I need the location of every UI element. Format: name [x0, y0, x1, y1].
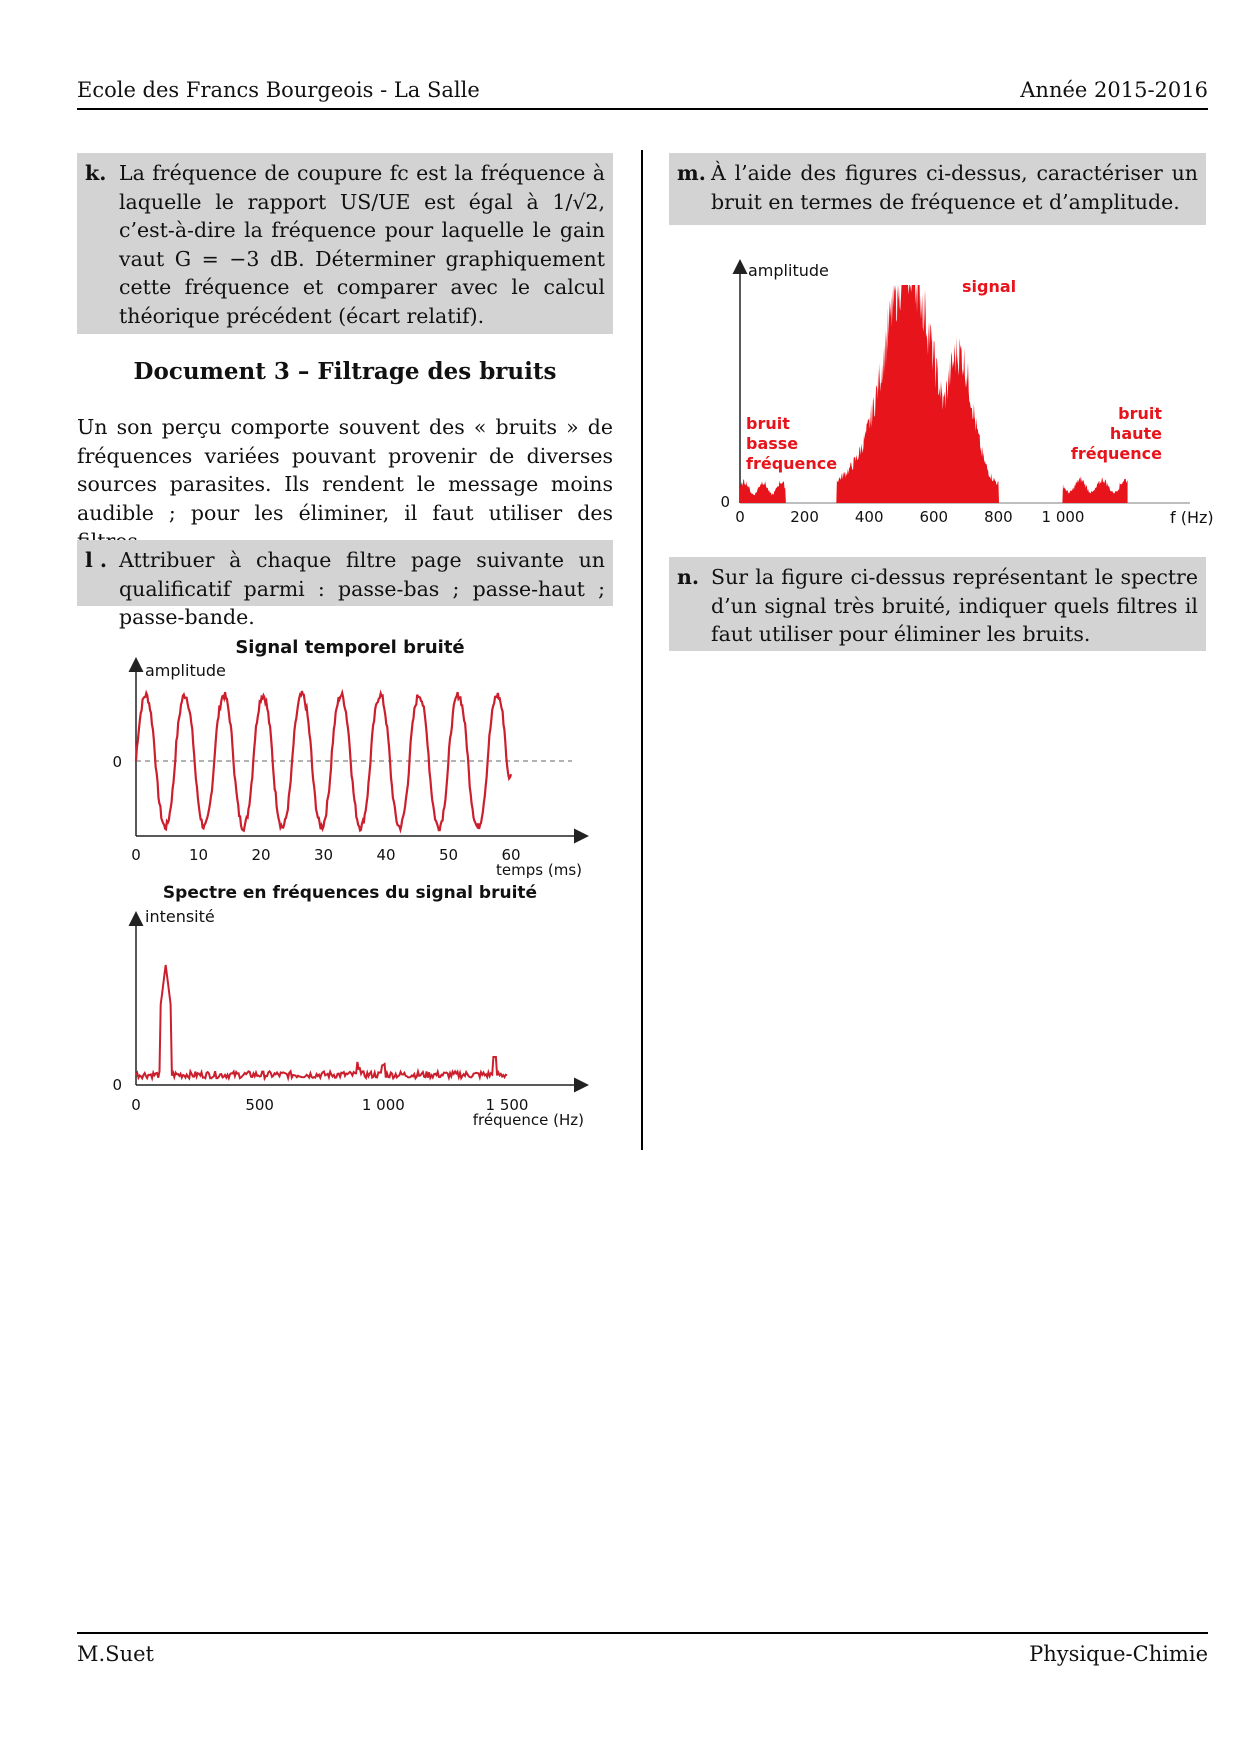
chart3-high-noise-line-2: haute	[1109, 424, 1162, 443]
chart2-title: Spectre en fréquences du signal bruité	[162, 883, 538, 903]
chart3-y-tick-0: 0	[720, 493, 730, 511]
chart3-x-tick-1: 200	[790, 508, 819, 526]
column-divider	[641, 150, 643, 1150]
page-footer	[77, 1632, 1208, 1668]
chart3-low-noise-label	[746, 414, 837, 473]
footer-author: M.Suet	[77, 1642, 154, 1666]
chart2-xlabel: fréquence (Hz)	[472, 1111, 584, 1129]
chart1-xlabel: temps (ms)	[496, 861, 582, 879]
chart3-high-noise-label	[1071, 404, 1162, 463]
chart1-x-tick-4: 40	[376, 846, 396, 864]
chart2-x-tick-3: 1 500	[485, 1096, 529, 1114]
time-signal-chart	[100, 628, 600, 890]
question-n-text: Sur la figure ci-dessus représentant le spectre d’un signal très bruité, indiquer quels filtres il faut utiliser pour éliminer les bruits.	[711, 565, 1198, 646]
header-school: Ecole des Francs Bourgeois - La Salle	[77, 78, 480, 102]
question-l-text: Attribuer à chaque filtre page suivante un qualificatif parmi : passe-bas ; passe-haut ; passe-bande.	[119, 548, 605, 629]
chart3-x-tick-0: 0	[735, 508, 745, 526]
chart3-signal-label: signal	[962, 277, 1017, 296]
chart3-ylabel: amplitude	[748, 261, 829, 280]
chart3-low-noise-line-3: fréquence	[746, 454, 838, 473]
chart1-y-tick-0: 0	[112, 753, 122, 771]
chart1-ylabel: amplitude	[145, 661, 226, 680]
chart3-x-tick-2: 400	[854, 508, 884, 526]
noisy-spectrum-chart	[100, 878, 600, 1140]
chart1-x-tick-6: 60	[501, 846, 521, 864]
chart1-x-tick-1: 10	[188, 846, 209, 864]
document-3-title: Document 3 – Filtrage des bruits	[133, 358, 557, 385]
chart3-high-noise-line-3: fréquence	[1070, 444, 1162, 463]
chart2-x-tick-1: 500	[245, 1096, 274, 1114]
page-header	[77, 74, 1208, 110]
question-m-box	[669, 153, 1206, 225]
chart3-x-tick-5: 1 000	[1041, 508, 1085, 526]
question-n-label: n.	[677, 565, 700, 589]
chart1-title: Signal temporel bruité	[235, 637, 465, 658]
very-noisy-spectrum-chart	[700, 250, 1214, 540]
question-k-box	[77, 153, 613, 334]
chart3-x-tick-3: 600	[919, 508, 949, 526]
chart3-x-tick-4: 800	[984, 508, 1013, 526]
chart1-x-tick-0: 0	[131, 846, 141, 864]
document-3-paragraph: Un son perçu comporte souvent des « bruits » de fréquences variées pouvant provenir de diverses sources parasites. Ils rendent le message moins audible ; pour les éliminer, il faut utiliser des	[77, 415, 613, 525]
chart1-x-tick-5: 50	[438, 846, 459, 864]
chart3-low-noise-line-2: basse	[746, 434, 799, 453]
footer-subject: Physique-Chimie	[1029, 1642, 1208, 1666]
question-n-box	[669, 557, 1206, 651]
question-k-text: La fréquence de coupure fc est la fréquence à laquelle le rapport US/UE est égal à 1/√2, c’est-à-dire la fréquence pour laquelle le gain vaut G = −3 dB. Déterminer graphiquement cette fréquence et comparer avec le calcul théorique précédent (écart relatif).	[119, 161, 605, 328]
question-l-box	[77, 540, 613, 629]
chart1-x-tick-3: 30	[313, 846, 334, 864]
chart2-spectrum-line	[136, 965, 507, 1078]
question-l-label: l .	[85, 548, 108, 572]
chart2-x-tick-2: 1 000	[361, 1096, 405, 1114]
question-m-text: À l’aide des figures ci-dessus, caractériser un bruit en termes de fréquence et d’amplitude.	[711, 161, 1198, 214]
chart2-ylabel: intensité	[145, 907, 215, 926]
chart3-xlabel: f (Hz)	[1170, 508, 1214, 527]
chart2-x-tick-0: 0	[131, 1096, 141, 1114]
question-k-label: k.	[85, 161, 107, 185]
question-m-label: m.	[677, 161, 706, 185]
chart3-low-noise-line-1: bruit	[746, 414, 790, 433]
chart1-x-tick-2: 20	[251, 846, 271, 864]
header-year: Année 2015-2016	[1020, 78, 1208, 102]
chart3-high-noise-line-1: bruit	[1118, 404, 1162, 423]
chart2-y-tick-0: 0	[112, 1076, 122, 1094]
